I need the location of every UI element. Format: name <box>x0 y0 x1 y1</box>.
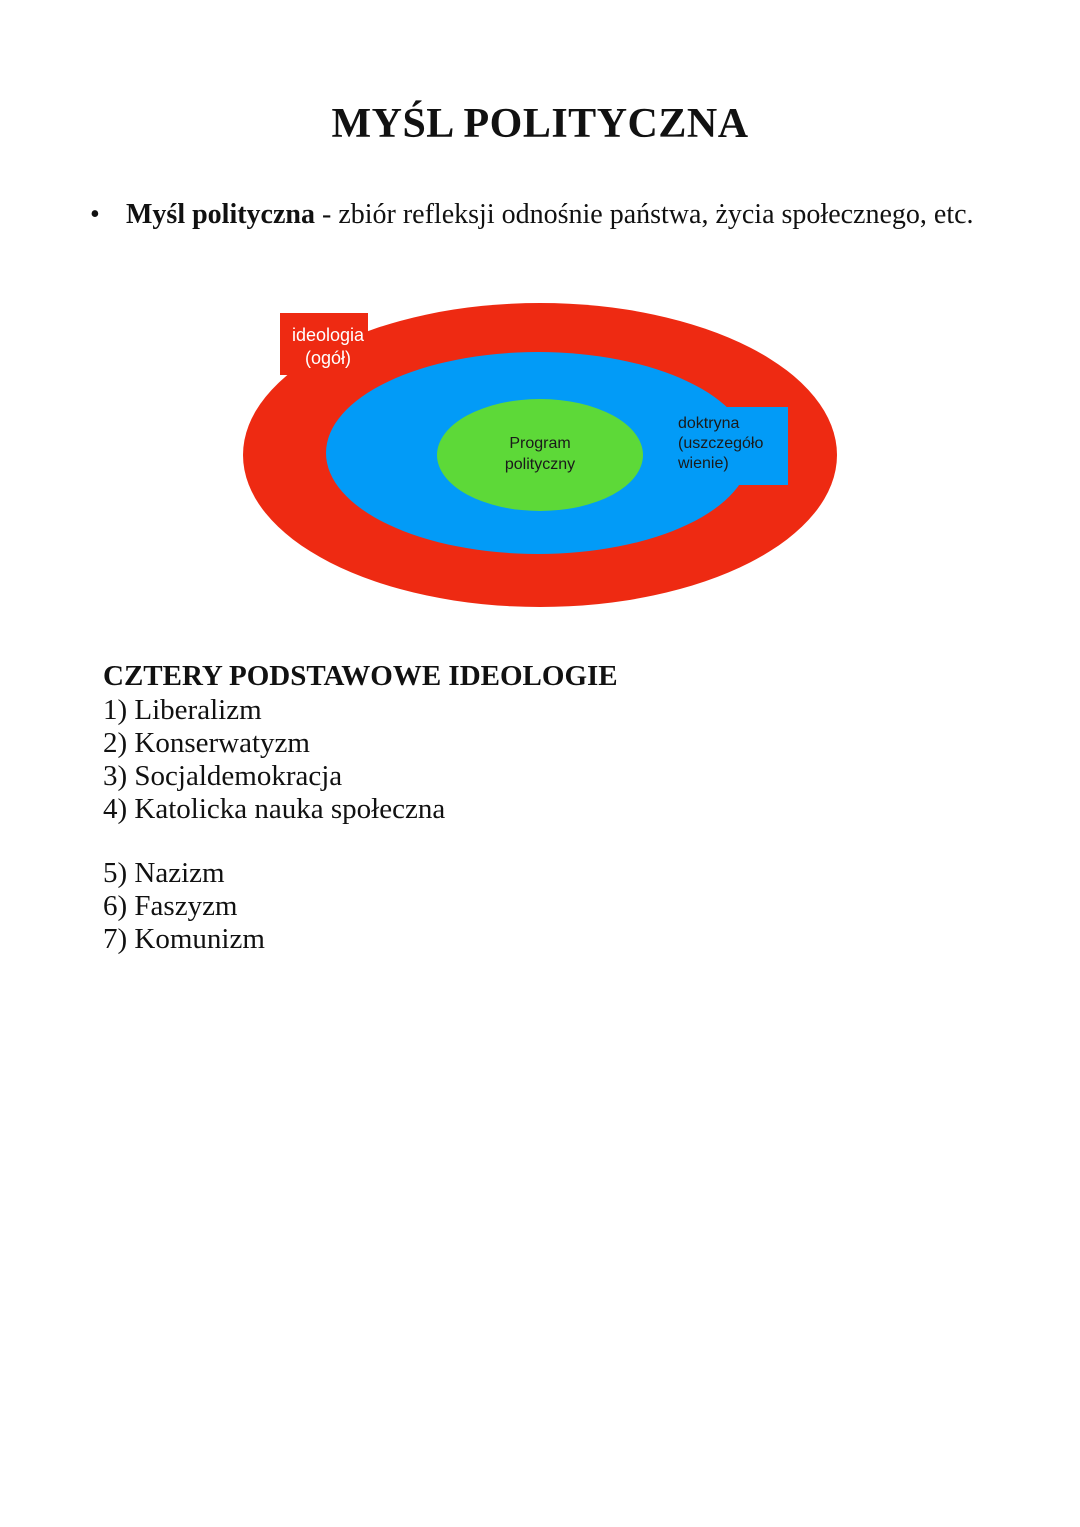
other-ideologies-list <box>103 857 265 956</box>
program-label-line2: polityczny <box>504 456 576 473</box>
doctrine-label-line2: (uszczegóło <box>678 435 764 452</box>
definition-description: - zbiór refleksji odnośnie państwa, życia społecznego, etc. <box>315 199 974 230</box>
page-title: MYŚL POLITYCZNA <box>331 101 749 147</box>
doctrine-label-line1: doktryna <box>678 415 740 432</box>
definition-term: Myśl polityczna <box>126 199 315 230</box>
list-item: 3) Socjaldemokracja <box>103 760 343 792</box>
definition-text <box>126 198 986 232</box>
ideologies-heading: CZTERY PODSTAWOWE IDEOLOGIE <box>103 660 618 692</box>
list-item: 2) Konserwatyzm <box>103 727 310 759</box>
ideology-label-line1: ideologia <box>291 325 365 345</box>
main-ideologies-list <box>103 694 445 826</box>
program-region <box>437 399 643 511</box>
program-label-line1: Program <box>509 435 571 452</box>
list-item: 5) Nazizm <box>103 857 225 889</box>
list-item: 7) Komunizm <box>103 923 265 955</box>
ideology-label-line2: (ogół) <box>304 348 352 368</box>
list-item: 1) Liberalizm <box>103 694 262 726</box>
doctrine-label-line3: wienie) <box>678 455 729 472</box>
bullet-icon: • <box>90 199 100 230</box>
ideology-diagram <box>230 295 850 615</box>
list-item: 6) Faszyzm <box>103 890 238 922</box>
list-item: 4) Katolicka nauka społeczna <box>103 793 446 825</box>
